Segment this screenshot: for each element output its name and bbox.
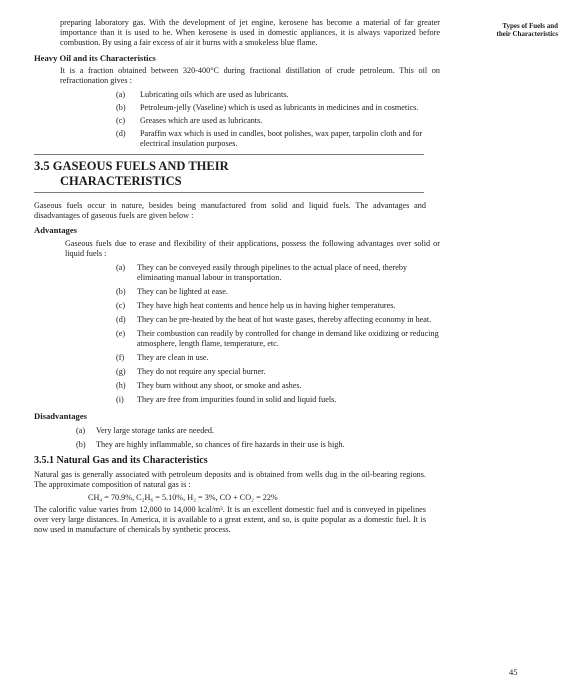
main-column xyxy=(34,18,440,535)
disadvantages-list xyxy=(60,426,440,450)
list-item: (a) Lubricating oils which are used as lubricants. xyxy=(116,90,289,99)
disadvantages-heading: Disadvantages xyxy=(34,411,88,421)
list-item: (c) Greases which are used as lubricants. xyxy=(116,116,263,125)
advantages-paragraph: Gaseous fuels due to erase and flexibility of their applications, possess the following advantages over solid or liquid fuels : xyxy=(65,239,440,258)
margin-note-line2: their Characteristics xyxy=(496,30,558,38)
margin-note-line1: Types of Fuels and xyxy=(502,22,558,30)
list-item: (d) They can be pre-heated by the heat of hot waste gases, thereby affecting economy in heat. xyxy=(116,315,432,324)
section-title xyxy=(34,159,440,189)
heavy-oil-paragraph: It is a fraction obtained between 320-400°C during fractional distillation of crude petroleum. This oil on refractionation gives : xyxy=(60,66,440,85)
list-item: (h) They burn without any shoot, or smoke and ashes. xyxy=(116,381,302,390)
advantages-heading: Advantages xyxy=(34,225,77,235)
natural-gas-composition: CH₄ = 70.9%, C₂H₆ = 5.10%, H₂ = 3%, CO + CO₂ = 22% xyxy=(88,493,278,502)
list-item: (d) Paraffin wax which is used in candles, boot polishes, wax paper, tarpolin cloth and for electrical insulation purposes. xyxy=(116,129,423,148)
section-title-line2: CHARACTERISTICS xyxy=(60,174,182,188)
list-item: (b) They can be lighted at ease. xyxy=(116,287,228,296)
list-item: (i) They are free from impurities found in solid and liquid fuels. xyxy=(116,395,337,404)
advantages-list xyxy=(60,263,440,405)
list-item: (e) Their combustion can readily by controlled for change in demand like oxidizing or reducing atmosphere, length flame, temperature, etc. xyxy=(116,329,439,348)
section-title-line1: 3.5 GASEOUS FUELS AND THEIR xyxy=(34,159,229,173)
gaseous-intro-paragraph: Gaseous fuels occur in nature, besides being manufactured from solid and liquid fuels. The advantages and disadvantages of gaseous fuels are given below : xyxy=(34,201,426,220)
list-item: (b) They are highly inflammable, so chances of fire hazards in their use is high. xyxy=(76,440,345,449)
margin-note xyxy=(448,22,558,38)
list-item: (g) They do not require any special burner. xyxy=(116,367,266,376)
natural-gas-heading: 3.5.1 Natural Gas and its Characteristics xyxy=(34,455,208,466)
list-item: (c) They have high heat contents and hence help us in having higher temperatures. xyxy=(116,301,396,310)
heavy-oil-list xyxy=(60,90,440,149)
list-item: (b) Petroleum-jelly (Vaseline) which is used as lubricants in medicines and in cosmetics. xyxy=(116,103,419,112)
intro-paragraph: preparing laboratory gas. With the development of jet engine, kerosene has become a material of far greater importance than it is used to be. When kerosene is used in domestic appliances, it is always vaporized before combustion. By using a fair excess of air it burns with a smokeless blue flame. xyxy=(60,18,440,47)
heavy-oil-heading: Heavy Oil and its Characteristics xyxy=(34,53,156,63)
section-divider xyxy=(34,154,424,155)
natural-gas-paragraph-2: The calorific value varies from 12,000 to 14,000 kcal/m³. It is an excellent domestic fuel and is conveyed in pipelines over very large distances. In America, it is available to a great extent, and so, is quite popular as a domestic fuel. It is now used in manufacture of chemicals by synthetic process. xyxy=(34,505,426,534)
page-number: 45 xyxy=(509,667,518,677)
list-item: (f) They are clean in use. xyxy=(116,353,209,362)
section-divider xyxy=(34,192,424,193)
natural-gas-paragraph: Natural gas is generally associated with petroleum deposits and is obtained from wells dug in the oil-bearing regions. The approximate composition of natural gas is : xyxy=(34,470,426,489)
list-item: (a) They can be conveyed easily through pipelines to the actual place of need, thereby eliminating manual labour in transportation. xyxy=(116,263,408,282)
list-item: (a) Very large storage tanks are needed. xyxy=(76,426,215,435)
